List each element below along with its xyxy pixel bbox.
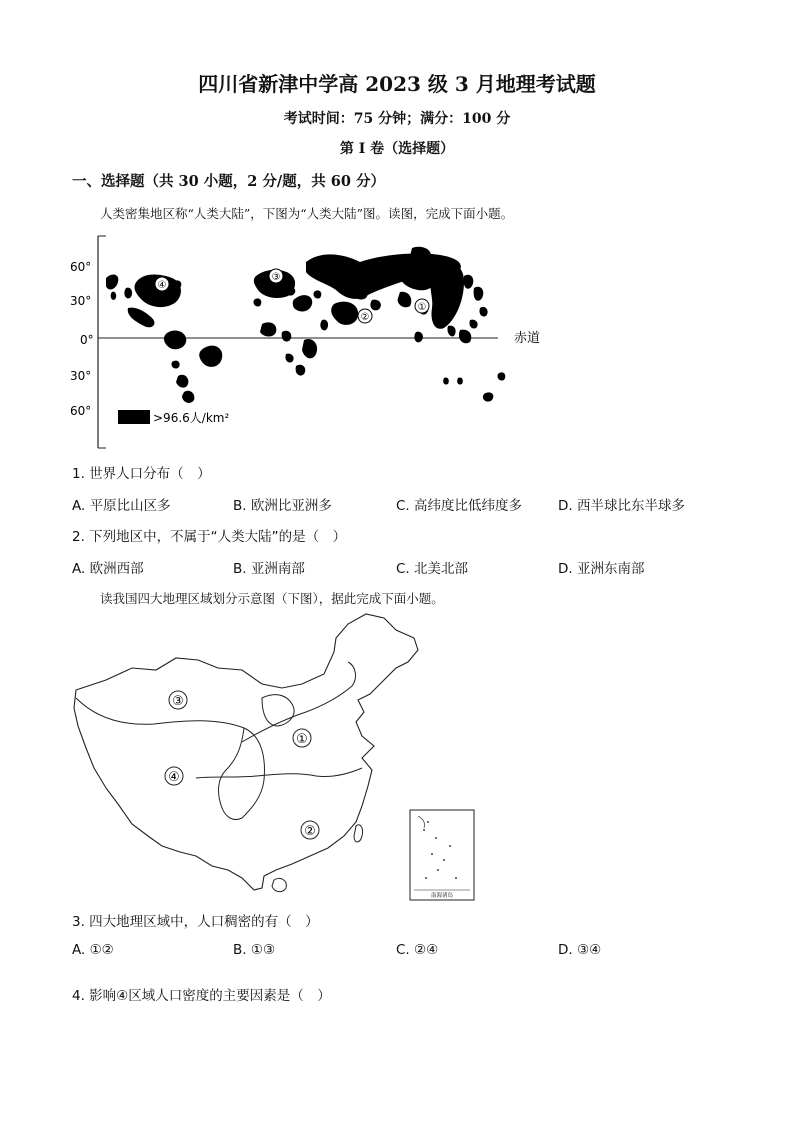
lat-label-30s: 30° xyxy=(70,369,92,383)
lat-label-60s: 60° xyxy=(70,404,92,418)
exam-time-info: 考试时间：75 分钟；满分：100 分 xyxy=(283,111,511,127)
q1-option-c[interactable]: C. 高纬度比低纬度多 xyxy=(396,498,523,514)
region-3-boundary xyxy=(76,698,264,818)
inset-label: 南海诸岛 xyxy=(430,893,454,899)
q2-option-b[interactable]: B. 亚洲南部 xyxy=(233,561,305,577)
q1-option-b[interactable]: B. 欧洲比亚洲多 xyxy=(233,498,332,514)
q2-option-c[interactable]: C. 北美北部 xyxy=(396,561,469,577)
region-1-label: ① xyxy=(296,732,308,747)
south-america-dense-areas xyxy=(164,331,222,403)
marker-3: ③ xyxy=(271,272,281,283)
region-2-label: ② xyxy=(304,824,316,839)
world-population-map xyxy=(60,228,560,453)
lat-label-60n: 60° xyxy=(70,260,92,274)
equator-label: 赤道 xyxy=(514,331,541,346)
china-regions-map xyxy=(66,608,486,908)
exam-title: 四川省新津中学高 2023 级 3 月地理考试题 xyxy=(198,72,596,96)
eastern-hemisphere-dense-areas xyxy=(253,247,505,402)
hainan-outline xyxy=(272,878,286,891)
lat-label-30n: 30° xyxy=(70,294,92,308)
volume-heading: 第 I 卷（选择题） xyxy=(339,141,455,157)
marker-2: ② xyxy=(360,312,370,323)
q2-option-d[interactable]: D. 亚洲东南部 xyxy=(558,561,645,577)
q3-option-b[interactable]: B. ①③ xyxy=(233,942,276,958)
section-heading: 一、选择题（共 30 小题，2 分/题，共 60 分） xyxy=(72,173,385,190)
q3-option-a[interactable]: A. ①② xyxy=(72,942,114,958)
legend-label: >96.6人/km² xyxy=(153,411,230,425)
north-america-dense-areas xyxy=(106,275,181,328)
q3-option-c[interactable]: C. ②④ xyxy=(396,942,439,958)
region-4-label: ④ xyxy=(168,770,180,785)
marker-4: ④ xyxy=(157,280,167,291)
q3-option-d[interactable]: D. ③④ xyxy=(558,942,602,958)
northwest-inner-boundary xyxy=(262,695,294,726)
q1-option-a[interactable]: A. 平原比山区多 xyxy=(72,498,171,514)
group1-intro: 人类密集地区称“人类大陆”，下图为“人类大陆”图。读图，完成下面小题。 xyxy=(100,206,514,221)
qinghai-tibet-boundary xyxy=(219,728,244,820)
q2-option-a[interactable]: A. 欧洲西部 xyxy=(72,561,144,577)
q1-option-d[interactable]: D. 西半球比东半球多 xyxy=(558,498,685,514)
south-china-sea-inset xyxy=(410,810,474,900)
marker-1: ① xyxy=(417,302,427,313)
lat-label-0: 0° xyxy=(80,333,94,347)
china-outline xyxy=(74,614,418,890)
region-3-label: ③ xyxy=(172,694,184,709)
taiwan-outline xyxy=(354,825,363,842)
question-4-stem: 4. 影响④区域人口密度的主要因素是（ ） xyxy=(72,988,331,1004)
question-2-stem: 2. 下列地区中，不属于“人类大陆”的是（ ） xyxy=(72,529,347,545)
legend-swatch xyxy=(118,410,150,424)
group2-intro: 读我国四大地理区域划分示意图（下图），据此完成下面小题。 xyxy=(100,591,444,606)
question-1-stem: 1. 世界人口分布（ ） xyxy=(72,466,211,482)
question-3-stem: 3. 四大地理区域中，人口稠密的有（ ） xyxy=(72,914,319,930)
